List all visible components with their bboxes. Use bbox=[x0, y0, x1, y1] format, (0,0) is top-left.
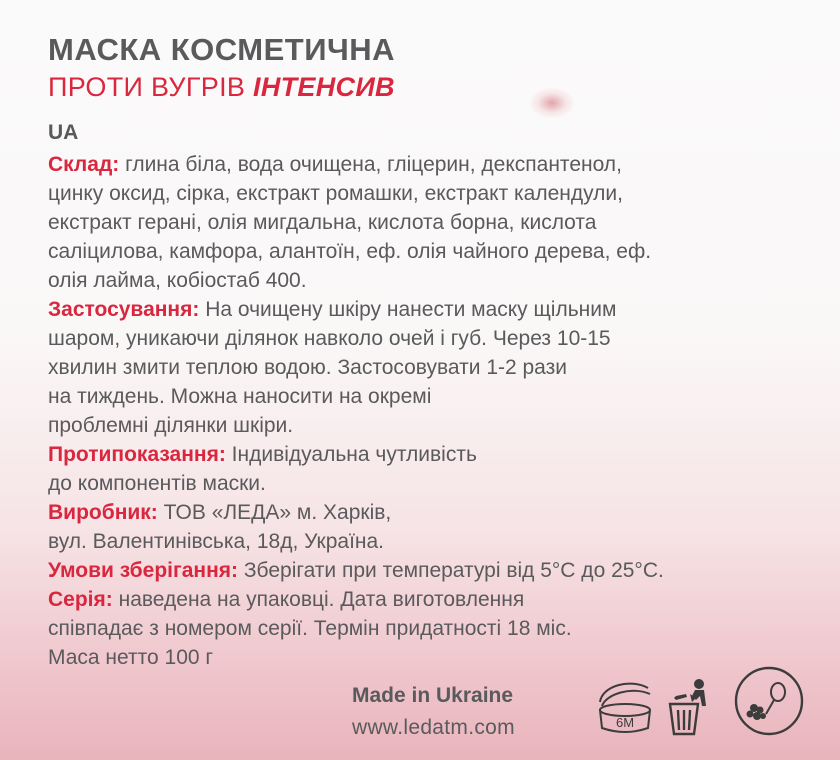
contraindications-line bbox=[48, 440, 828, 469]
product-title: МАСКА КОСМЕТИЧНА bbox=[48, 32, 396, 67]
footer-text bbox=[352, 684, 515, 740]
storage-label: Умови зберігання: bbox=[48, 559, 239, 582]
series-line: співпадає з номером серії. Термін придатності 18 міс. bbox=[48, 617, 572, 640]
subtitle-plain: ПРОТИ ВУГРІВ bbox=[48, 72, 254, 102]
series-line bbox=[48, 585, 828, 614]
contraindications-text: Індивідуальна чутливість bbox=[225, 443, 477, 466]
composition-text: глина біла, вода очищена, гліцерин, декспантенол, bbox=[119, 153, 622, 176]
made-in-label: Made in Ukraine bbox=[352, 684, 514, 707]
composition-line: саліцилова, камфора, алантоїн, еф. олія чайного дерева, еф. bbox=[48, 240, 652, 263]
composition-label: Склад: bbox=[48, 153, 120, 176]
composition-line: екстракт герані, олія мигдальна, кислота борна, кислота bbox=[48, 211, 597, 234]
website-link: www.ledatm.com bbox=[352, 716, 515, 739]
recycle-bin-icon bbox=[662, 676, 718, 738]
manufacturer-line: вул. Валентинівська, 18д, Україна. bbox=[48, 530, 385, 553]
storage-line bbox=[48, 556, 828, 585]
language-code: UA bbox=[48, 121, 79, 144]
series-label: Серія: bbox=[48, 588, 113, 611]
usage-text: На очищену шкіру нанести маску щільним bbox=[199, 298, 617, 321]
pao-label: 6M bbox=[615, 715, 635, 730]
usage-line: хвилин змити теплою водою. Застосовувати 1-2 рази bbox=[48, 356, 567, 379]
usage-line: на тиждень. Можна наносити на окремі bbox=[48, 385, 432, 408]
usage-line: проблемні ділянки шкіри. bbox=[48, 414, 294, 437]
usage-label: Застосування: bbox=[48, 298, 200, 321]
contraindications-label: Протипоказання: bbox=[48, 443, 226, 466]
contraindications-line: до компонентів маски. bbox=[48, 472, 266, 495]
composition-line: олія лайма, кобіостаб 400. bbox=[48, 269, 307, 292]
label-body bbox=[48, 150, 828, 672]
composition-line bbox=[48, 150, 828, 179]
series-text: наведена на упаковці. Дата виготовлення bbox=[112, 588, 525, 611]
cosmetic-mirror-icon bbox=[732, 664, 806, 738]
net-weight: Маса нетто 100 г bbox=[48, 646, 214, 669]
pink-smudge bbox=[530, 88, 574, 118]
manufacturer-label: Виробник: bbox=[48, 501, 158, 524]
subtitle-bold: ІНТЕНСИВ bbox=[253, 72, 395, 102]
storage-text: Зберігати при температурі від 5°С до 25°С. bbox=[238, 559, 664, 582]
manufacturer-text: ТОВ «ЛЕДА» м. Харків, bbox=[157, 501, 392, 524]
usage-line: шаром, уникаючи ділянок навколо очей і губ. Через 10-15 bbox=[48, 327, 611, 350]
product-subtitle bbox=[48, 72, 395, 103]
composition-line: цинку оксид, сірка, екстракт ромашки, екстракт календули, bbox=[48, 182, 623, 205]
open-jar-icon bbox=[592, 676, 658, 738]
manufacturer-line bbox=[48, 498, 828, 527]
usage-line bbox=[48, 295, 828, 324]
